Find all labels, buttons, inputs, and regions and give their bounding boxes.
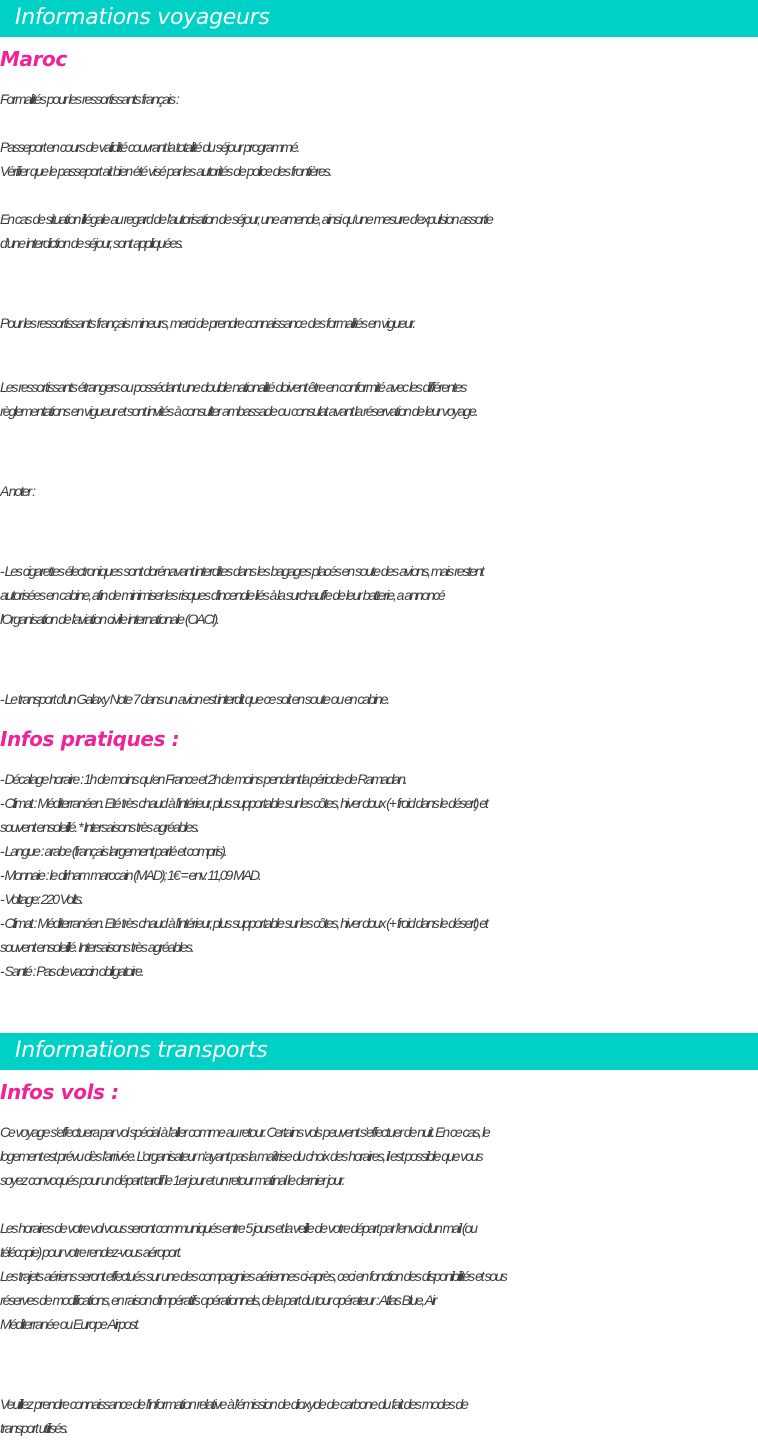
horaires-line: Les trajets aériens seront effectués sur une des compagnies aériennes ci-après, ceci en fonction des disponibilités et sous [0,1268,506,1284]
co2-paragraph [0,1392,758,1440]
voyageurs-banner-title: Informations voyageurs [15,5,270,30]
vols-line: logement est prévu dès l’arrivée. L’organisateur n’ayant pas la maîtrise du choix des horaires, il est possible que vous [0,1148,482,1164]
transports-banner-title: Informations transports [15,1038,268,1063]
ecig-paragraph [0,559,758,631]
vols-paragraph [0,1120,758,1192]
illegal-stay-line: d’une interdiction de séjour, sont appliquées. [0,235,183,251]
voyageurs-banner [0,0,758,37]
country-heading: Maroc [0,47,67,71]
galaxy-text: - Le transport d’un Galaxy Note 7 dans un avion est interdit que ce soit en soute ou en cabine. [0,691,389,707]
ecig-line: l'Organisation de l'aviation civile internationale (OACI). [0,611,218,627]
vols-line: soyez convoqués pour un départ tardif le 1er jour et un retour matinal le dernier jour. [0,1172,344,1188]
illegal-stay-paragraph [0,207,758,255]
formalities-intro-text: Formalités pour les ressortissants français : [0,91,178,107]
minors-text: Pour les ressortissants français mineurs, merci de prendre connaissance des formalités en vigueur. [0,315,415,331]
illegal-stay-line: En cas de situation illégale au regard de l’autorisation de séjour, une amende, ainsi qu’une mesure d’expulsion assortie [0,211,492,227]
ecig-line: - Les cigarettes électroniques sont dorénavant interdites dans les bagages placés en soute des avions, mais restent [0,563,483,579]
pratiques-line: - Monnaie : le dirham marocain (MAD); 1€ = env. 11,09 MAD. [0,867,260,883]
foreigners-paragraph [0,375,758,423]
horaires-line: Méditerranée ou Europe Airpost. [0,1316,139,1332]
galaxy-paragraph [0,687,758,711]
pratiques-line: souvent ensoleillé. Intersaisons très agréables. [0,939,193,955]
infos-vols-heading: Infos vols : [0,1080,119,1104]
pratiques-line: - Climat : Méditerranéen. Eté très chaud à l’intérieur, plus supportable sur les côtes, hiver doux (+ froid dans le désert) et [0,915,487,931]
note-label [0,479,758,503]
minors-paragraph [0,311,758,335]
pratiques-line: - Langue : arabe (français largement parlé et compris). [0,843,226,859]
co2-line: transport utilisés. [0,1420,67,1436]
formalities-intro [0,87,758,111]
co2-line: Veuillez prendre connaissance de l’information relative à l’émission de dioxyde de carbone du fait des modes de [0,1396,467,1412]
transports-banner [0,1033,758,1070]
horaires-line: réserves de modifications, en raison d'impératifs opérationnels, de la part du tour opérateur : Atlas Blue, Air [0,1292,436,1308]
pratiques-line: - Santé : Pas de vaccin obligatoire. [0,963,143,979]
horaires-line: Les horaires de votre vol vous seront communiqués entre 5 jours et la veille de votre départ par l’envoi d'un mail (ou [0,1220,476,1236]
ecig-line: autorisées en cabine, afin de minimiser les risques d'incendie liés à la surchauffe de leur batterie, a annoncé [0,587,444,603]
pratiques-line: - Décalage horaire : 1h de moins qu’en France et 2h de moins pendant la période de Ramadan. [0,771,406,787]
passport-paragraph [0,135,758,183]
foreigners-line: Les ressortissants étrangers ou possédant une double nationalité doivent être en conformité avec les différentes [0,379,466,395]
pratiques-line: - Climat : Méditerranéen. Eté très chaud à l’intérieur, plus supportable sur les côtes, hiver doux (+ froid dans le désert) et [0,795,487,811]
passport-line: Passeport en cours de validité couvrant la totalité du séjour programmé. [0,139,299,155]
infos-pratiques-list [0,767,758,983]
note-text: A noter : [0,483,34,499]
horaires-paragraph [0,1216,758,1336]
foreigners-line: règlementations en vigueur et sont invités à consulter ambassade ou consulat avant la réservation de leur voyage. [0,403,477,419]
infos-pratiques-heading: Infos pratiques : [0,727,180,751]
pratiques-line: - Voltage: 220 Volts. [0,891,82,907]
vols-line: Ce voyage s’effectuera par vol spécial à l’aller comme au retour. Certains vols peuvent s’effectuer de nuit. En ce cas, le [0,1124,489,1140]
passport-line: Vérifier que le passeport ait bien été visé par les autorités de police des frontières. [0,163,331,179]
pratiques-line: souvent ensoleillé. * Intersaisons très agréables. [0,819,198,835]
horaires-line: télécopie) pour votre rendez-vous aéroport. [0,1244,181,1260]
